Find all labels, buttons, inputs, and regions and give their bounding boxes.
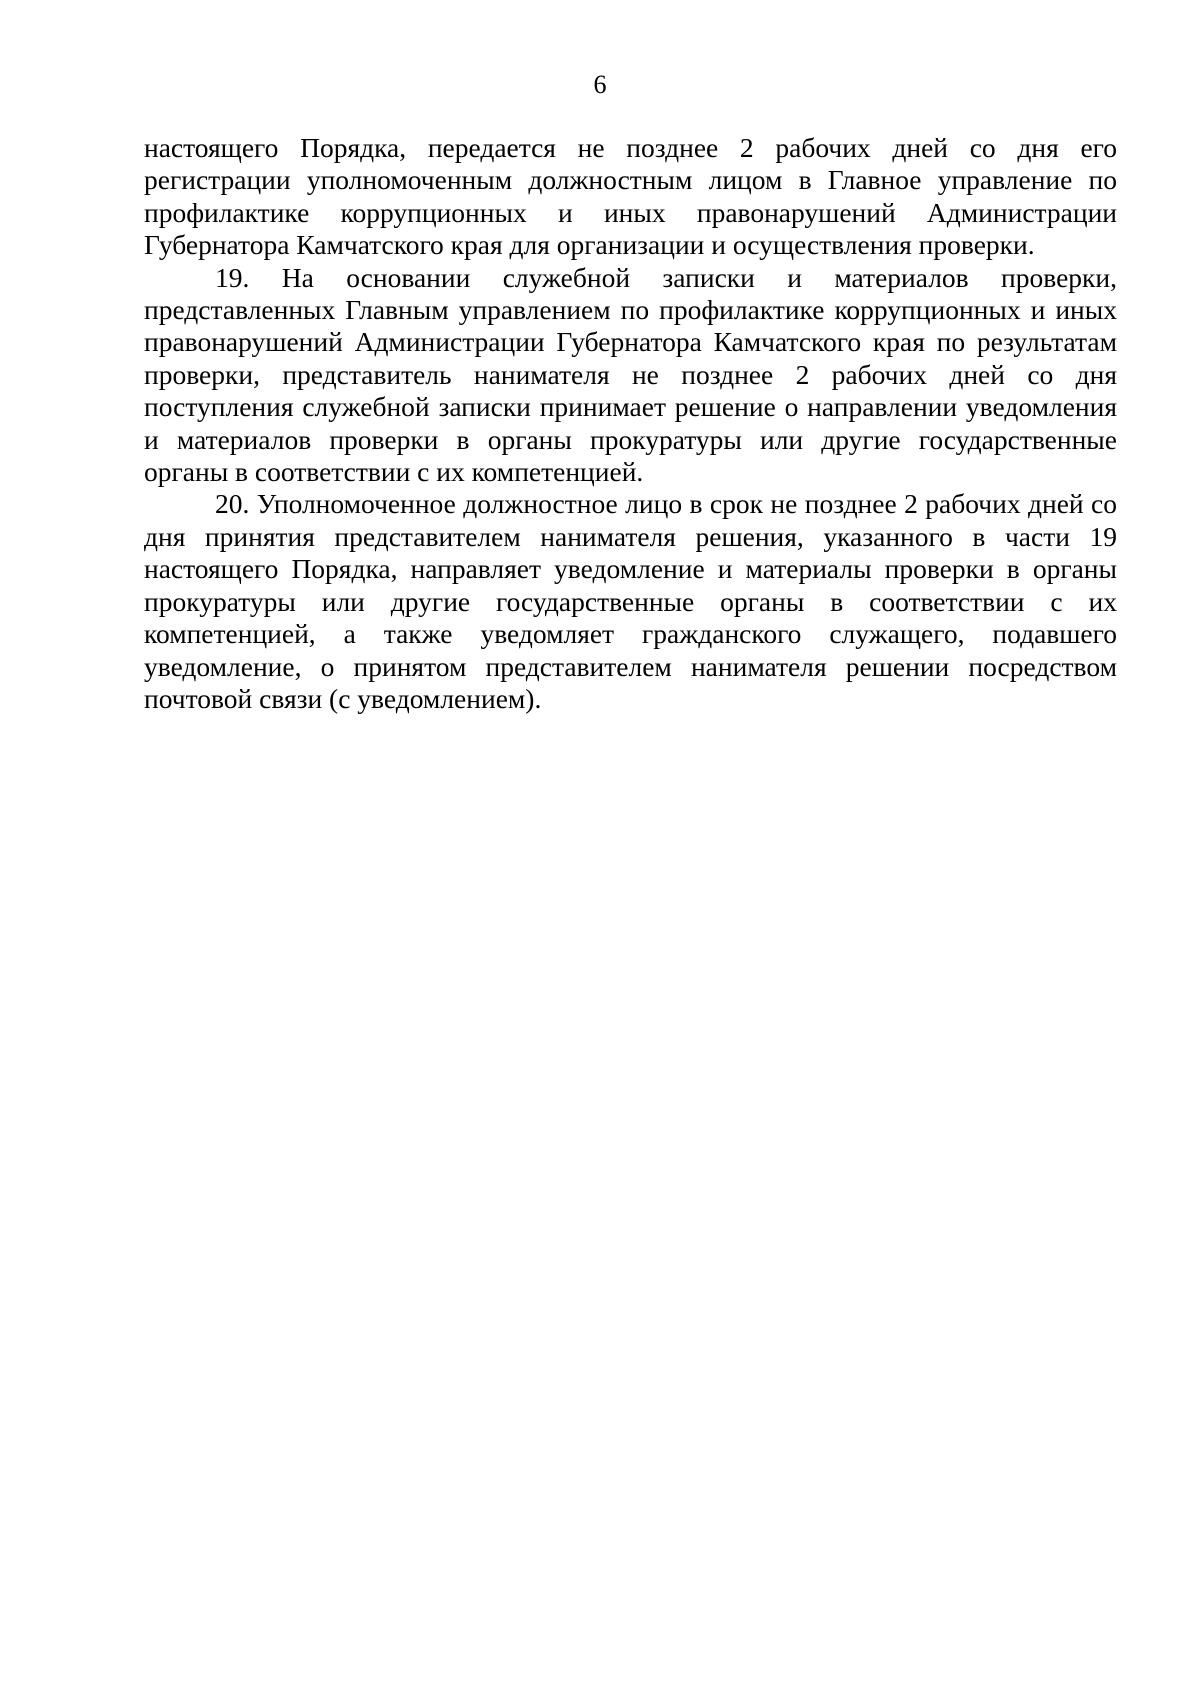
page-number: 6 <box>593 70 607 99</box>
paragraph-19: 19. На основании служебной записки и материалов проверки, представленных Главным управлением по профилактике коррупционных и иных правонарушений Администрации Губернатора Камчатского края по результатам проверки, представитель нанимателя не позднее 2 рабочих дней со дня поступления служебной записки принимает решение о направлении уведомления и материалов проверки в органы прокуратуры или другие государственные органы в соответствии с их компетенцией. <box>144 261 1117 488</box>
paragraph-continuation: настоящего Порядка, передается не позднее 2 рабочих дней со дня его регистрации уполномоченным должностным лицом в Главное управление по профилактике коррупционных и иных правонарушений Администрации Губернатора Камчатского края для организации и осуществления проверки. <box>144 132 1117 261</box>
paragraph-20: 20. Уполномоченное должностное лицо в срок не позднее 2 рабочих дней со дня принятия представителем нанимателя решения, указанного в части 19 настоящего Порядка, направляет уведомление и материалы проверки в органы прокуратуры или другие государственные органы в соответствии с их компетенцией, а также уведомляет гражданского служащего, подавшего уведомление, о принятом представителем нанимателя решении посредством почтовой связи (с уведомлением). <box>144 488 1117 714</box>
document-body <box>144 132 1117 715</box>
